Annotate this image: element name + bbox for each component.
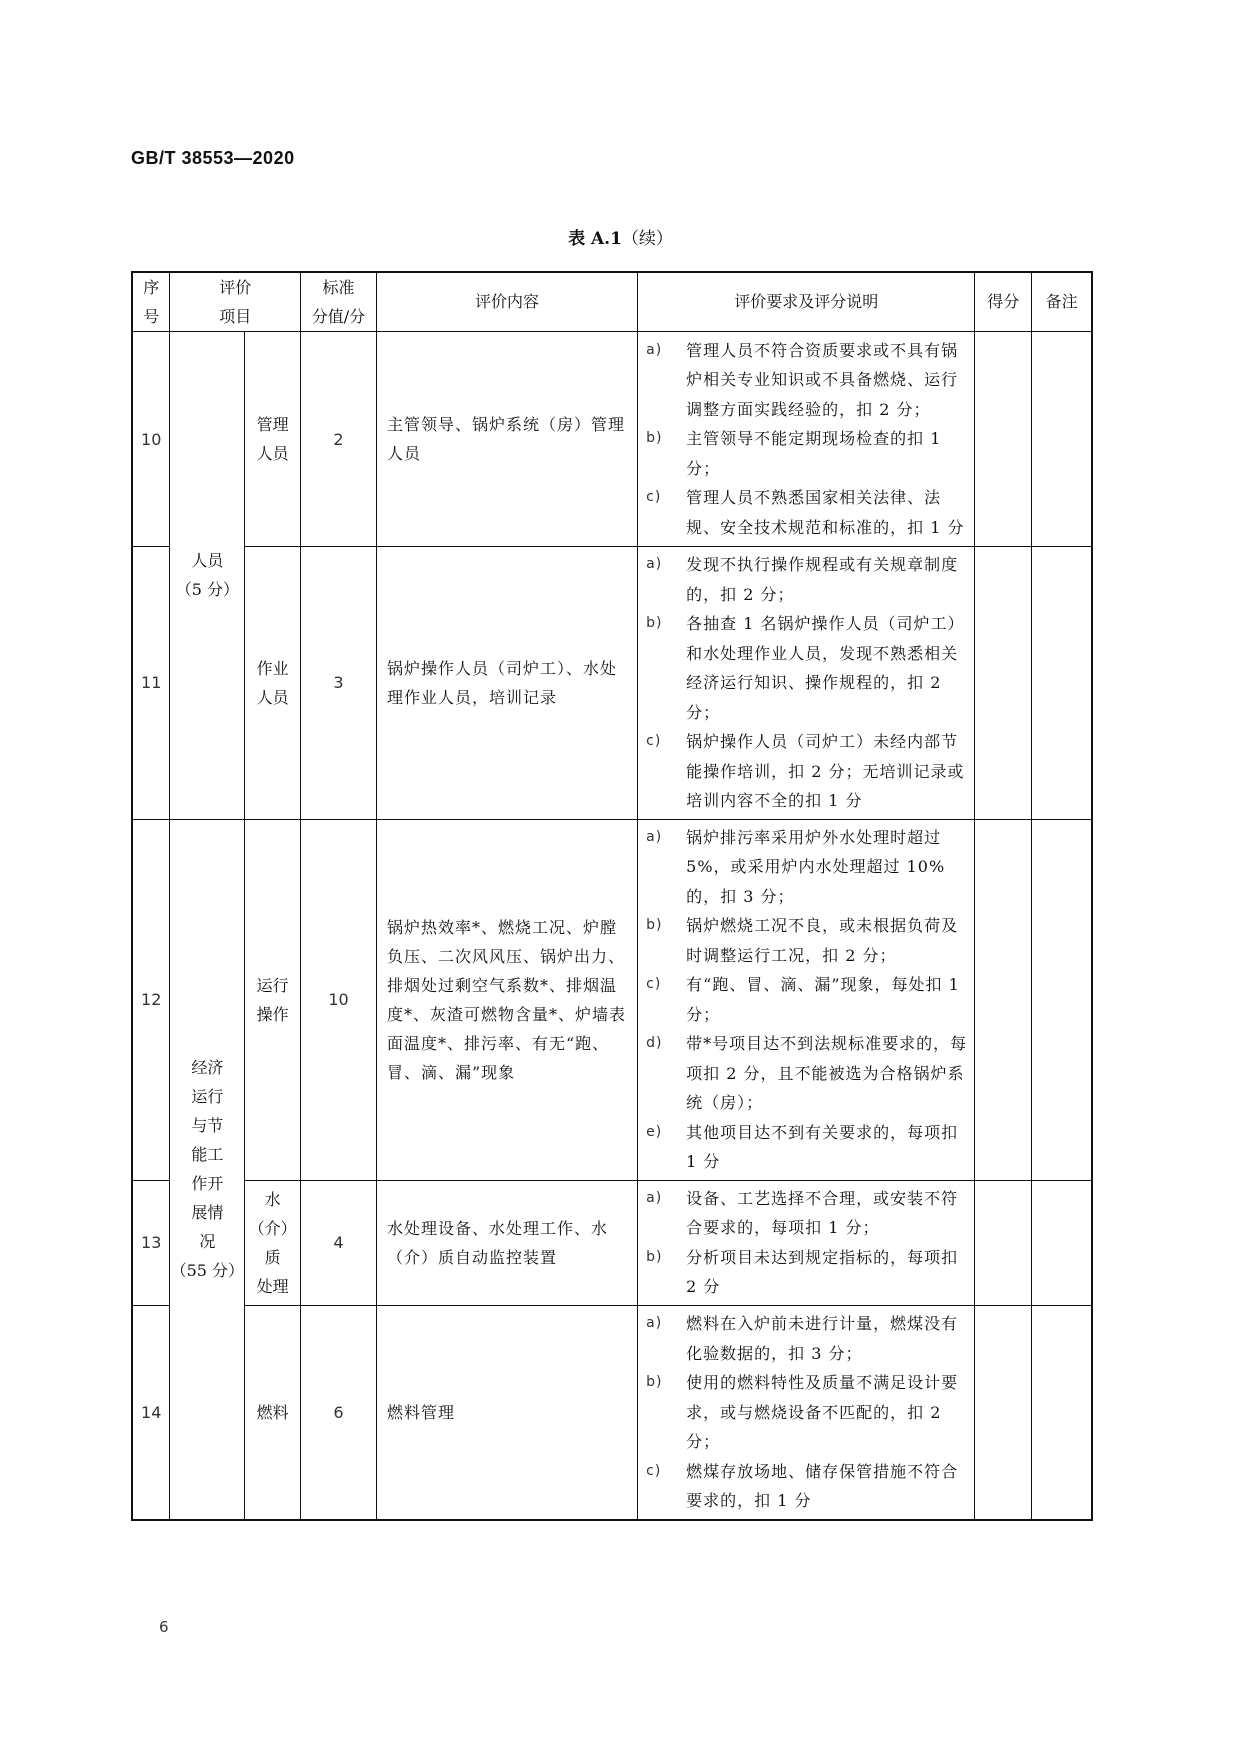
row-note (1032, 547, 1092, 820)
row-seq: 12 (132, 819, 170, 1180)
row-subitem: 燃料 (245, 1305, 301, 1520)
row-note (1032, 332, 1092, 547)
requirement-item: a) 设备、工艺选择不合理，或安装不符合要求的，每项扣 1 分； (646, 1188, 959, 1237)
group-personnel: 人员 （5 分） (170, 332, 245, 820)
row-note (1032, 819, 1092, 1180)
row-seq: 10 (132, 332, 170, 547)
requirement-item: a) 锅炉排污率采用炉外水处理时超过 5%，或采用炉内水处理超过 10% 的，扣 3 分； (646, 827, 946, 906)
row-requirements (638, 547, 975, 820)
requirement-item: b) 锅炉燃烧工况不良，或未根据负荷及时调整运行工况，扣 2 分； (646, 916, 959, 965)
row-got-score (975, 1180, 1032, 1305)
requirement-item: a) 发现不执行操作规程或有关规章制度的，扣 2 分； (646, 555, 959, 604)
row-got-score (975, 819, 1032, 1180)
row-content: 水处理设备、水处理工作、水（介）质自动监控装置 (376, 1180, 637, 1305)
row-subitem: 作业 人员 (245, 547, 301, 820)
table-row (132, 819, 1092, 1180)
row-score: 10 (301, 819, 377, 1180)
row-score: 2 (301, 332, 377, 547)
standard-code: GB/T 38553—2020 (131, 148, 295, 168)
requirement-item: b) 主管领导不能定期现场检查的扣 1 分； (646, 429, 942, 478)
table-row (132, 547, 1092, 820)
row-requirements (638, 819, 975, 1180)
header-content: 评价内容 (376, 272, 637, 332)
table-caption-continued: （续） (621, 229, 673, 249)
table-header-row (132, 272, 1092, 332)
requirement-item: a) 燃料在入炉前未进行计量，燃煤没有化验数据的，扣 3 分； (646, 1314, 959, 1363)
row-subitem: 管理 人员 (245, 332, 301, 547)
table-caption (0, 224, 1241, 249)
row-subitem: 水 （介） 质 处理 (245, 1180, 301, 1305)
header-seq: 序 号 (132, 272, 170, 332)
requirement-item: c) 燃煤存放场地、储存保管措施不符合要求的，扣 1 分 (646, 1461, 959, 1510)
row-score: 3 (301, 547, 377, 820)
row-seq: 11 (132, 547, 170, 820)
table-row (132, 332, 1092, 547)
header-item: 评价 项目 (170, 272, 301, 332)
table-row (132, 1180, 1092, 1305)
requirement-item: c) 锅炉操作人员（司炉工）未经内部节能操作培训，扣 2 分；无培训记录或培训内容不全的扣 1 分 (646, 732, 965, 810)
requirement-item: d) 带*号项目达不到法规标准要求的，每项扣 2 分，且不能被选为合格锅炉系统（房）； (646, 1034, 968, 1112)
requirement-item: b) 分析项目未达到规定指标的，每项扣 2 分 (646, 1247, 959, 1296)
requirement-item: c) 有“跑、冒、滴、漏”现象，每处扣 1 分； (646, 975, 960, 1024)
header-requirements: 评价要求及评分说明 (638, 272, 975, 332)
row-content: 燃料管理 (376, 1305, 637, 1520)
requirement-item: b) 各抽查 1 名锅炉操作人员（司炉工）和水处理作业人员，发现不熟悉相关经济运行知识、操作规程的，扣 2 分； (646, 614, 965, 722)
requirement-item: c) 管理人员不熟悉国家相关法律、法规、安全技术规范和标准的，扣 1 分 (646, 488, 965, 537)
row-score: 4 (301, 1180, 377, 1305)
row-score: 6 (301, 1305, 377, 1520)
requirement-item: b) 使用的燃料特性及质量不满足设计要求，或与燃烧设备不匹配的，扣 2 分； (646, 1373, 959, 1451)
row-content: 锅炉操作人员（司炉工）、水处理作业人员，培训记录 (376, 547, 637, 820)
row-seq: 13 (132, 1180, 170, 1305)
row-content: 主管领导、锅炉系统（房）管理人员 (376, 332, 637, 547)
table-row (132, 1305, 1092, 1520)
row-content: 锅炉热效率*、燃烧工况、炉膛负压、二次风风压、锅炉出力、排烟处过剩空气系数*、排烟温度*、灰渣可燃物含量*、炉墙表面温度*、排污率、有无“跑、冒、滴、漏”现象 (376, 819, 637, 1180)
row-requirements (638, 332, 975, 547)
group-economic: 经济 运行 与节 能工 作开 展情 况 （55 分） (170, 819, 245, 1520)
row-seq: 14 (132, 1305, 170, 1520)
header-got-score: 得分 (975, 272, 1032, 332)
row-note (1032, 1180, 1092, 1305)
row-got-score (975, 547, 1032, 820)
page-number: 6 (159, 1618, 169, 1636)
evaluation-table (131, 271, 1093, 1521)
header-note: 备注 (1032, 272, 1092, 332)
table-caption-title: 表 A.1 (568, 229, 622, 249)
header-score: 标准 分值/分 (301, 272, 377, 332)
row-note (1032, 1305, 1092, 1520)
row-requirements (638, 1180, 975, 1305)
row-subitem: 运行 操作 (245, 819, 301, 1180)
requirement-item: a) 管理人员不符合资质要求或不具有锅炉相关专业知识或不具备燃烧、运行调整方面实践经验的，扣 2 分； (646, 340, 959, 419)
row-got-score (975, 332, 1032, 547)
row-got-score (975, 1305, 1032, 1520)
requirement-item: e) 其他项目达不到有关要求的，每项扣 1 分 (646, 1122, 959, 1171)
row-requirements (638, 1305, 975, 1520)
